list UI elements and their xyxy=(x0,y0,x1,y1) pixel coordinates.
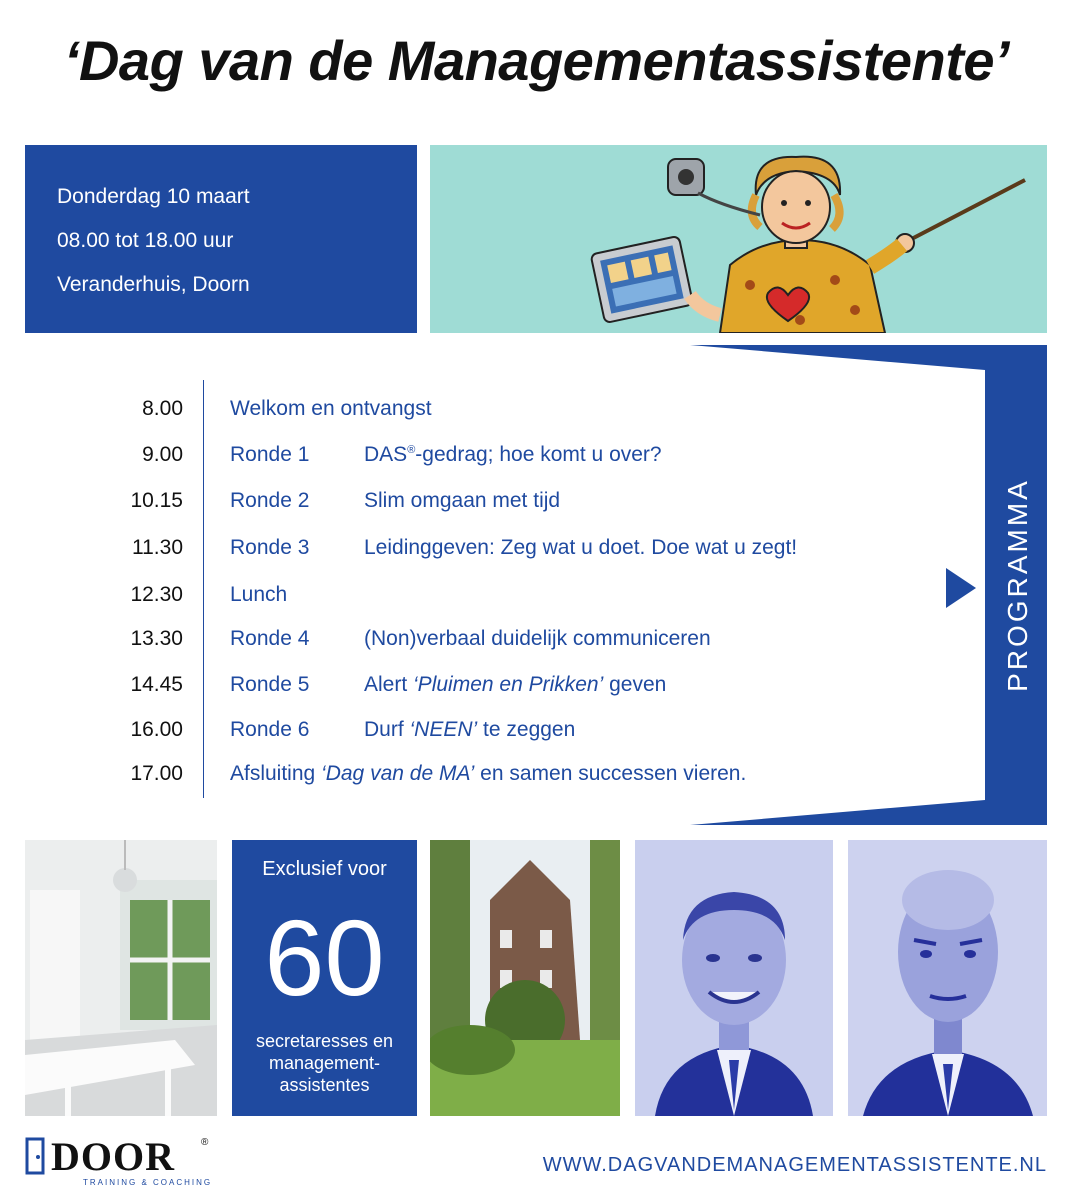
door-logo xyxy=(25,1133,225,1193)
row-desc: DAS®-gedrag; hoe komt u over? xyxy=(364,443,662,466)
event-info-box xyxy=(25,145,417,333)
row-desc: (Non)verbaal duidelijk communiceren xyxy=(364,627,711,650)
speaker-2-icon xyxy=(848,840,1047,1116)
row-round: Ronde 5 xyxy=(230,673,310,696)
speaker-photo-2 xyxy=(848,840,1047,1116)
row-round: Ronde 3 xyxy=(230,536,310,559)
exclusive-number: 60 xyxy=(264,897,385,1018)
row-round: Ronde 6 xyxy=(230,718,310,741)
row-time: 9.00 xyxy=(142,443,183,466)
row-desc: Leidinggeven: Zeg wat u doet. Doe wat u zegt! xyxy=(364,536,798,559)
cartoon-assistant-icon xyxy=(430,145,1047,333)
page-title: ‘Dag van de Managementassistente’ xyxy=(63,29,1010,92)
row-time: 16.00 xyxy=(130,718,183,741)
programma-label: PROGRAMMA xyxy=(1002,478,1033,692)
row-text: Welkom en ontvangst xyxy=(230,397,432,420)
programma-section xyxy=(0,345,1073,825)
row-time: 17.00 xyxy=(130,762,183,785)
row-time: 10.15 xyxy=(130,489,183,512)
room-photo-icon xyxy=(25,840,217,1116)
logo-registered-mark: ® xyxy=(201,1137,209,1148)
cartoon-illustration xyxy=(430,145,1047,333)
row-time: 8.00 xyxy=(142,397,183,420)
row-desc: Alert ‘Pluimen en Prikken’ geven xyxy=(364,673,667,696)
row-time: 11.30 xyxy=(132,536,183,559)
row-time: 14.45 xyxy=(130,673,183,696)
event-time: 08.00 tot 18.00 uur xyxy=(57,229,234,252)
program-divider xyxy=(203,380,204,798)
building-photo xyxy=(430,840,620,1116)
logo-tagline: TRAINING & COACHING xyxy=(83,1178,213,1187)
row-round: Ronde 1 xyxy=(230,443,310,466)
row-text: Afsluiting ‘Dag van de MA’ en samen successen vieren. xyxy=(230,762,747,785)
row-desc: Slim omgaan met tijd xyxy=(364,489,561,512)
logo-name: DOOR xyxy=(51,1134,175,1179)
row-time: 12.30 xyxy=(130,583,183,606)
room-photo xyxy=(25,840,217,1116)
website-url[interactable]: WWW.DAGVANDEMANAGEMENTASSISTENTE.NL xyxy=(542,1154,1047,1176)
building-photo-icon xyxy=(430,840,620,1116)
event-location: Veranderhuis, Doorn xyxy=(57,273,250,296)
row-round: Ronde 2 xyxy=(230,489,310,512)
door-icon xyxy=(25,1137,47,1175)
row-desc: Durf ‘NEEN’ te zeggen xyxy=(364,718,576,741)
event-date: Donderdag 10 maart xyxy=(57,185,250,208)
exclusive-bottom-text: secretaresses en management- assistentes xyxy=(255,1031,394,1095)
row-time: 13.30 xyxy=(130,627,183,650)
exclusive-box xyxy=(232,840,417,1116)
row-text: Lunch xyxy=(230,583,288,606)
exclusive-top-text: Exclusief voor xyxy=(262,858,387,880)
row-round: Ronde 4 xyxy=(230,627,310,650)
speaker-1-icon xyxy=(635,840,833,1116)
speaker-photo-1 xyxy=(635,840,833,1116)
